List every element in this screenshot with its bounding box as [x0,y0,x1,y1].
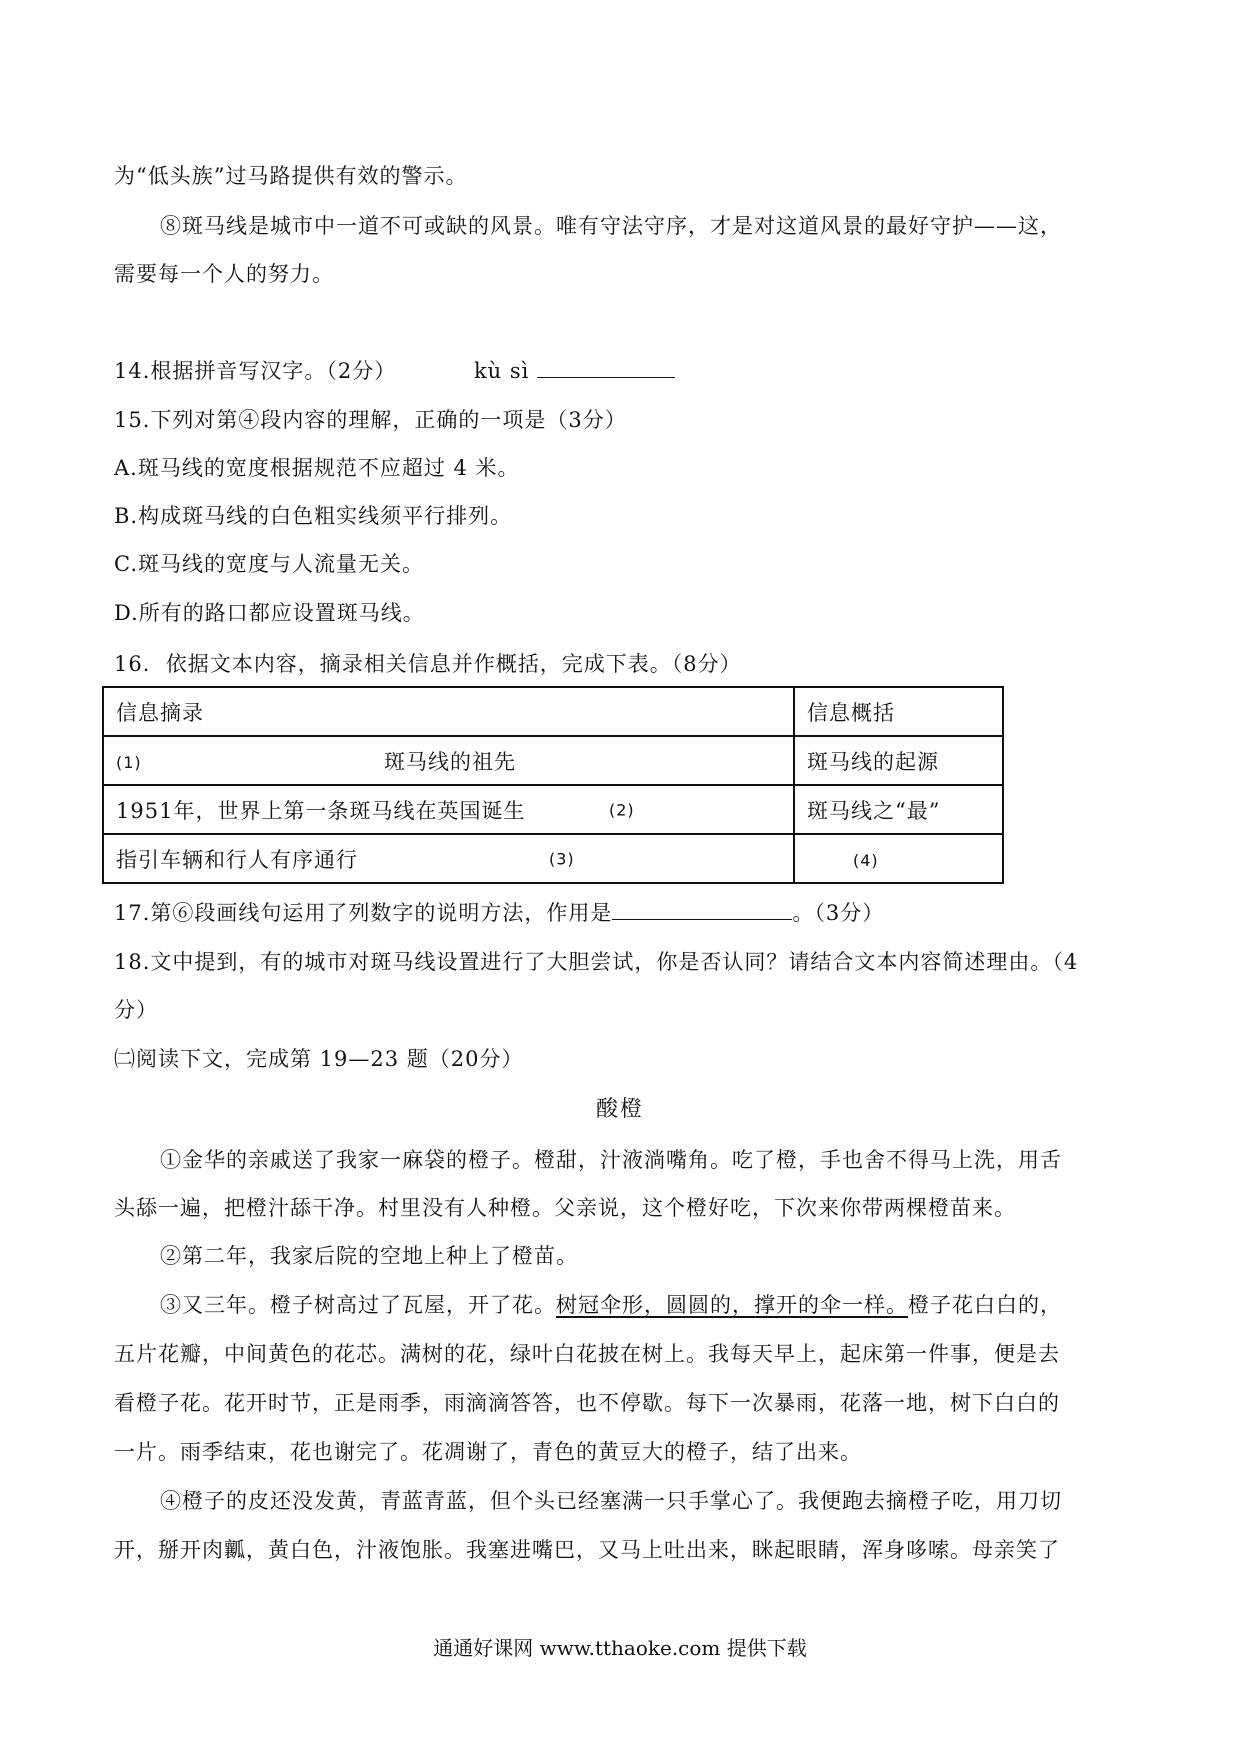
excerpt-text: 斑马线的祖先 [384,749,516,774]
excerpt-text: 1951年，世界上第一条斑马线在英国诞生 [116,798,526,823]
q15-option-a: A.斑马线的宽度根据规范不应超过 4 米。 [114,456,520,480]
q17-answer-blank[interactable] [612,897,792,920]
question-16-stem: 16. 依据文本内容，摘录相关信息并作概括，完成下表。（8分） [114,652,742,676]
info-table [102,686,1004,884]
table-cell-excerpt[interactable] [103,736,794,785]
q15-option-c: C.斑马线的宽度与人流量无关。 [114,552,424,576]
passage-p8-line2: 需要每一个人的努力。 [114,262,334,286]
table-cell-summary[interactable] [794,834,1003,883]
passage-p8-line1: ⑧斑马线是城市中一道不可或缺的风景。唯有守法守序，才是对这道风景的最好守护——这， [160,214,1062,238]
q14-pinyin: kù sì [473,359,530,383]
p3-post: 橙子花白白的， [908,1293,1062,1317]
question-17 [114,897,884,927]
q17-after: 。（3分） [792,901,885,925]
section-2-heading: ㈡阅读下文，完成第 19—23 题（20分） [114,1047,524,1071]
table-row [103,736,1003,785]
q14-text: 14.根据拼音写汉字。（2分） [114,359,397,383]
p3-underlined-sentence: 树冠伞形，圆圆的，撑开的伞一样。 [556,1293,908,1317]
table-header-excerpt: 信息摘录 [103,687,794,736]
question-15-stem: 15.下列对第④段内容的理解，正确的一项是（3分） [114,408,627,432]
q15-option-b: B.构成斑马线的白色粗实线须平行排列。 [114,504,513,528]
orange-p3-line4: 一片。雨季结束，花也谢完了。花凋谢了，青色的黄豆大的橙子，结了出来。 [114,1440,862,1464]
table-cell-summary: 斑马线之“最” [794,785,1003,834]
orange-p3-line3: 看橙子花。花开时节，正是雨季，雨滴滴答答，也不停歇。每下一次暴雨，花落一地，树下白白的 [114,1391,1060,1415]
q14-answer-blank[interactable] [537,355,675,378]
q15-option-d: D.所有的路口都应设置斑马线。 [114,601,425,625]
passage-p7-end: 为“低头族”过马路提供有效的警示。 [114,164,468,188]
blank-mark-4: (4) [853,850,879,870]
orange-p4-line1: ④橙子的皮还没发黄，青蓝青蓝，但个头已经塞满一只手掌心了。我便跑去摘橙子吃，用刀切 [160,1489,1062,1513]
table-row [103,785,1003,834]
orange-p4-line2: 开，掰开肉瓤，黄白色，汁液饱胀。我塞进嘴巴，又马上吐出来，眯起眼睛，浑身哆嗦。母亲笑了 [114,1538,1060,1562]
passage-title: 酸橙 [595,1097,644,1122]
excerpt-text: 指引车辆和行人有序通行 [116,847,358,872]
orange-p3-line2: 五片花瓣，中间黄色的花芯。满树的花，绿叶白花披在树上。我每天早上，起床第一件事，便是去 [114,1342,1060,1366]
blank-mark-3: (3) [549,849,575,868]
table-header-summary: 信息概括 [794,687,1003,736]
blank-mark-2: (2) [609,800,635,819]
orange-p3-line1 [160,1289,1062,1319]
question-18-line1: 18.文中提到，有的城市对斑马线设置进行了大胆尝试，你是否认同？请结合文本内容简述理由。（4 [114,950,1079,974]
orange-p1-line2: 头舔一遍，把橙汁舔干净。村里没有人种橙。父亲说，这个橙好吃，下次来你带两棵橙苗来。 [114,1196,1016,1220]
table-header-row [103,687,1003,736]
table-cell-excerpt[interactable] [103,834,794,883]
orange-p2: ②第二年，我家后院的空地上种上了橙苗。 [160,1244,578,1268]
table-row [103,834,1003,883]
table-cell-summary: 斑马线的起源 [794,736,1003,785]
q17-before: 17.第⑥段画线句运用了列数字的说明方法，作用是 [114,901,613,925]
question-14 [114,355,675,385]
footer-text: 通通好课网 www.tthaoke.com 提供下载 [433,1636,807,1660]
blank-mark-1: (1) [116,752,142,772]
table-cell-excerpt[interactable] [103,785,794,834]
p3-pre: ③又三年。橙子树高过了瓦屋，开了花。 [160,1293,556,1317]
orange-p1-line1: ①金华的亲戚送了我家一麻袋的橙子。橙甜，汁液淌嘴角。吃了橙，手也舍不得马上洗，用舌 [160,1148,1062,1172]
question-18-line2: 分） [114,998,158,1022]
